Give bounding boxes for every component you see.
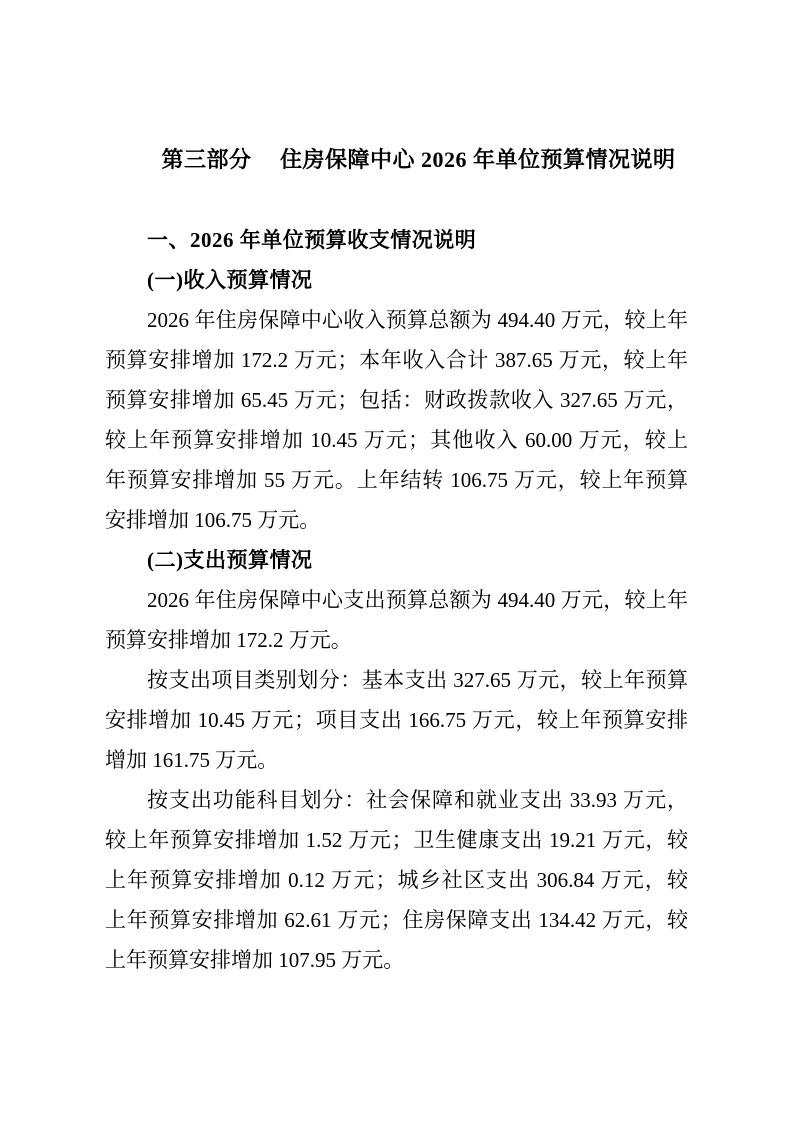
text-line: 安排增加 10.45 万元；项目支出 166.75 万元，较上年预算安排: [105, 708, 688, 732]
text-line: 预算安排增加 172.2 万元。: [105, 628, 352, 652]
paragraph-expenditure-by-category: [105, 660, 688, 780]
text-line: 上年预算安排增加 0.12 万元；城乡社区支出 306.84 万元，较: [105, 868, 688, 892]
text-line: 按支出项目类别划分：基本支出 327.65 万元，较上年预算: [147, 668, 688, 692]
subsection-heading-expenditure: [105, 540, 688, 580]
text-line: 2026 年住房保障中心支出预算总额为 494.40 万元，较上年: [147, 588, 688, 612]
text-line: 较上年预算安排增加 10.45 万元；其他收入 60.00 万元，较上: [105, 428, 688, 452]
text-line: 年预算安排增加 55 万元。上年结转 106.75 万元，较上年预算: [105, 468, 688, 492]
text-line: 增加 161.75 万元。: [105, 748, 279, 772]
paragraph-expenditure-total: [105, 580, 688, 660]
paragraph-expenditure-by-function: [105, 780, 688, 980]
subsection-heading-income: [105, 260, 688, 300]
text-line: 较上年预算安排增加 1.52 万元；卫生健康支出 19.21 万元，较: [105, 828, 688, 852]
text-line: 预算安排增加 172.2 万元；本年收入合计 387.65 万元，较上年: [105, 348, 688, 372]
document-body: [105, 220, 688, 980]
text-line: 一、2026 年单位预算收支情况说明: [147, 228, 477, 252]
text-line: 按支出功能科目划分：社会保障和就业支出 33.93 万元，: [147, 788, 688, 812]
document-title: 第三部分 住房保障中心 2026 年单位预算情况说明: [161, 147, 676, 172]
text-line: (一)收入预算情况: [147, 268, 313, 292]
text-line: 上年预算安排增加 107.95 万元。: [105, 948, 405, 972]
text-line: 上年预算安排增加 62.61 万元；住房保障支出 134.42 万元，较: [105, 908, 688, 932]
text-line: 安排增加 106.75 万元。: [105, 508, 321, 532]
text-line: 2026 年住房保障中心收入预算总额为 494.40 万元，较上年: [147, 308, 688, 332]
text-line: (二)支出预算情况: [147, 548, 313, 572]
paragraph-income-budget: [105, 300, 688, 540]
text-line: 预算安排增加 65.45 万元；包括：财政拨款收入 327.65 万元，: [105, 388, 688, 412]
section-heading: [105, 220, 688, 260]
